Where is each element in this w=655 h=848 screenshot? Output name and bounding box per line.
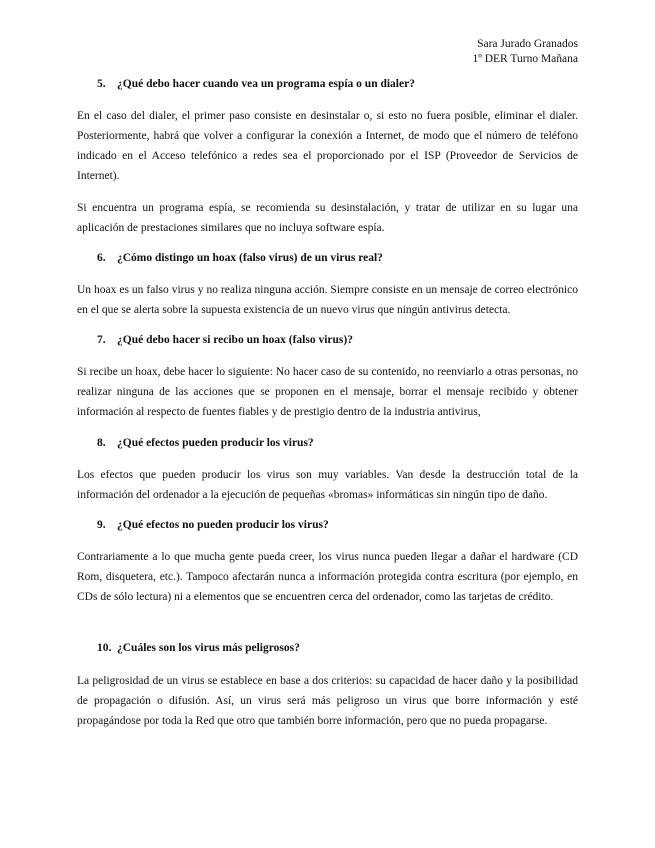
answer-paragraph: Si recibe un hoax, debe hacer lo siguiente: No hacer caso de su contenido, no reenviarlo a otras personas, no realizar ninguna de las acciones que se proponen en el mensaje, borrar el mensaje recibido y obtener información al respecto de fuentes fiables y de prestigio dentro de la industria antivirus, bbox=[77, 366, 578, 418]
answer-paragraph: Un hoax es un falso virus y no realiza ninguna acción. Siempre consiste en un mensaje de correo electrónico en el que se alerta sobre la supuesta existencia de un nuevo virus que ningún antivirus detecta. bbox=[77, 284, 578, 316]
answer-paragraph: La peligrosidad de un virus se establece en base a dos criterios: su capacidad de hacer daño y la posibilidad de propagación o difusión. Así, un virus será más peligroso un virus que borre información y esté propagándose por toda la Red que otro que también borre información, pero que no pueda propagarse. bbox=[77, 675, 578, 727]
page-header bbox=[473, 37, 578, 67]
question-text: ¿Cómo distingo un hoax (falso virus) de un virus real? bbox=[117, 252, 383, 264]
question-number: 5. bbox=[97, 78, 106, 90]
question-text: ¿Qué efectos pueden producir los virus? bbox=[117, 437, 314, 449]
question-text: ¿Qué debo hacer si recibo un hoax (falso virus)? bbox=[117, 334, 353, 346]
question-heading bbox=[97, 333, 353, 348]
question-heading bbox=[97, 436, 314, 451]
answer-paragraph: Los efectos que pueden producir los virus son muy variables. Van desde la destrucción total de la información del ordenador a la ejecución de pequeñas «bromas» informáticas sin ningún tipo de daño. bbox=[77, 469, 578, 501]
answer-paragraph: Si encuentra un programa espía, se recomienda su desinstalación, y tratar de utilizar en su lugar una aplicación de prestaciones similares que no incluya software espía. bbox=[77, 202, 578, 234]
question-number: 10. bbox=[97, 642, 112, 654]
question-number: 9. bbox=[97, 519, 106, 531]
question-text: ¿Cuáles son los virus más peligrosos? bbox=[117, 642, 300, 654]
answer-paragraph: En el caso del dialer, el primer paso consiste en desinstalar o, si esto no fuera posible, eliminar el dialer. Posteriormente, habrá que volver a configurar la conexión a Internet, de modo que el número de teléfono indicado en el Acceso telefónico a redes sea el proporcionado por el ISP (Proveedor de Servicios de Internet). bbox=[77, 110, 578, 182]
question-number: 8. bbox=[97, 437, 106, 449]
course-info: 1º DER Turno Mañana bbox=[472, 53, 578, 65]
question-text: ¿Qué efectos no pueden producir los virus? bbox=[117, 519, 329, 531]
question-heading bbox=[97, 77, 415, 92]
question-heading bbox=[97, 641, 300, 656]
answer-paragraph: Contrariamente a lo que mucha gente pueda creer, los virus nunca pueden llegar a dañar el hardware (CD Rom, disquetera, etc.). Tampoco afectarán nunca a información protegida contra escritura (por ejemplo, en CDs de sólo lectura) ni a elementos que se encuentren cerca del ordenador, como las tarjetas de crédito. bbox=[77, 551, 578, 603]
author-name: Sara Jurado Granados bbox=[477, 38, 578, 50]
question-heading bbox=[97, 251, 383, 266]
question-text: ¿Qué debo hacer cuando vea un programa espía o un dialer? bbox=[117, 78, 415, 90]
question-heading bbox=[97, 518, 329, 533]
question-number: 7. bbox=[97, 334, 106, 346]
question-number: 6. bbox=[97, 252, 106, 264]
